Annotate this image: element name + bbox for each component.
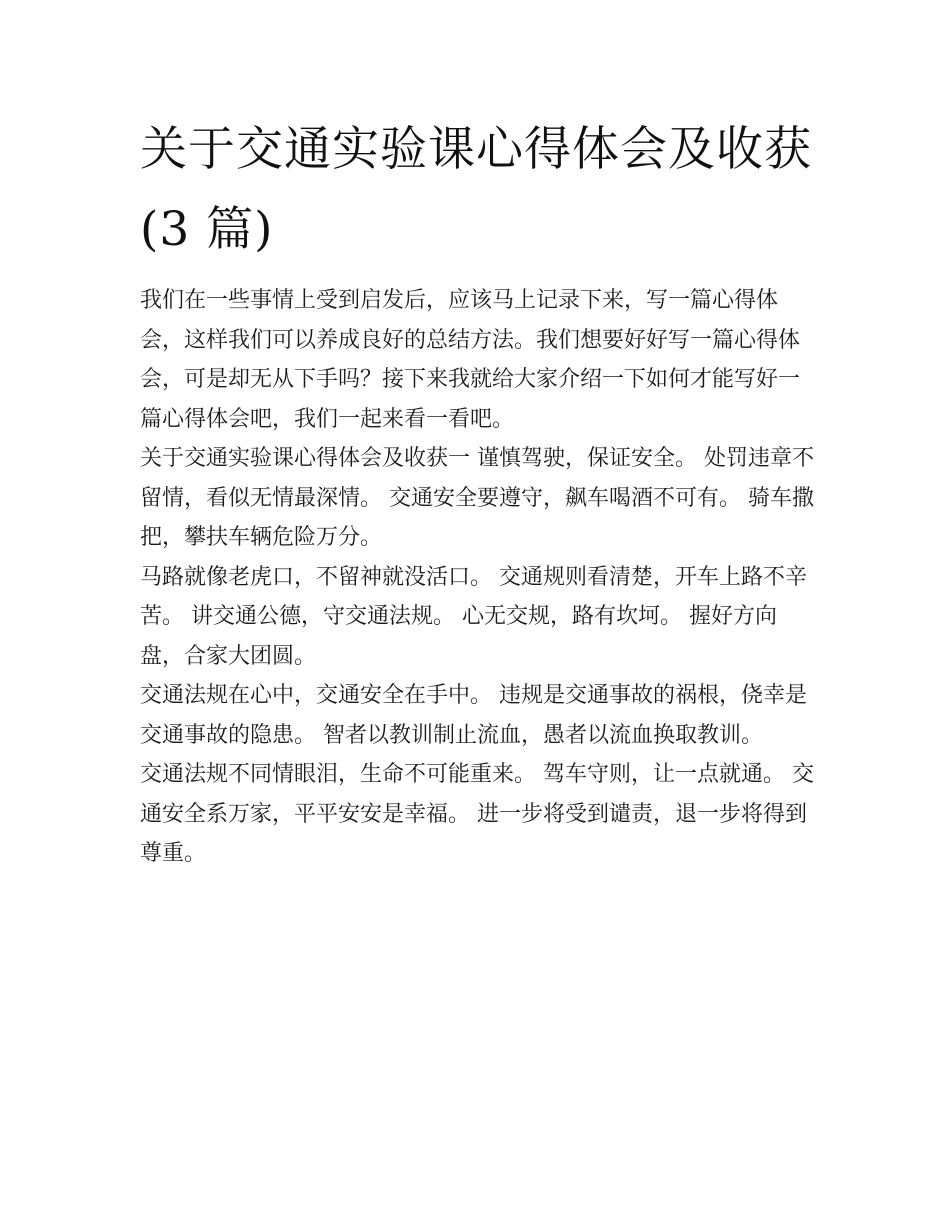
paragraph-slogans-3: 交通法规在心中，交通安全在手中。 违规是交通事故的祸根，侥幸是交通事故的隐患。 智者以教训制止流血，愚者以流血换取教训。: [140, 683, 807, 748]
paragraph-intro: 我们在一些事情上受到启发后，应该马上记录下来，写一篇心得体会，这样我们可以养成良好的总结方法。我们想要好好写一篇心得体会，可是却无从下手吗？接下来我就给大家介绍一下如何才能写好一篇心得体会吧，我们一起来看一看吧。: [140, 288, 801, 432]
paragraph-slogans-4: 交通法规不同情眼泪，生命不可能重来。 驾车守则，让一点就通。 交通安全系万家，平平安安是幸福。 进一步将受到谴责，退一步将得到尊重。: [140, 762, 814, 866]
paragraph-slogans-2: 马路就像老虎口，不留神就没活口。 交通规则看清楚，开车上路不辛苦。 讲交通公德，守交通法规。 心无交规，路有坎坷。 握好方向盘，合家大团圆。: [140, 564, 807, 669]
document-title: 关于交通实验课心得体会及收获(3 篇): [140, 122, 812, 257]
document-body: [140, 281, 820, 874]
paragraph-slogans-1: 关于交通实验课心得体会及收获一 谨慎驾驶，保证安全。 处罚违章不留情，看似无情最深情。 交通安全要遵守，飙车喝酒不可有。 骑车撒把，攀扶车辆危险万分。: [140, 446, 814, 550]
